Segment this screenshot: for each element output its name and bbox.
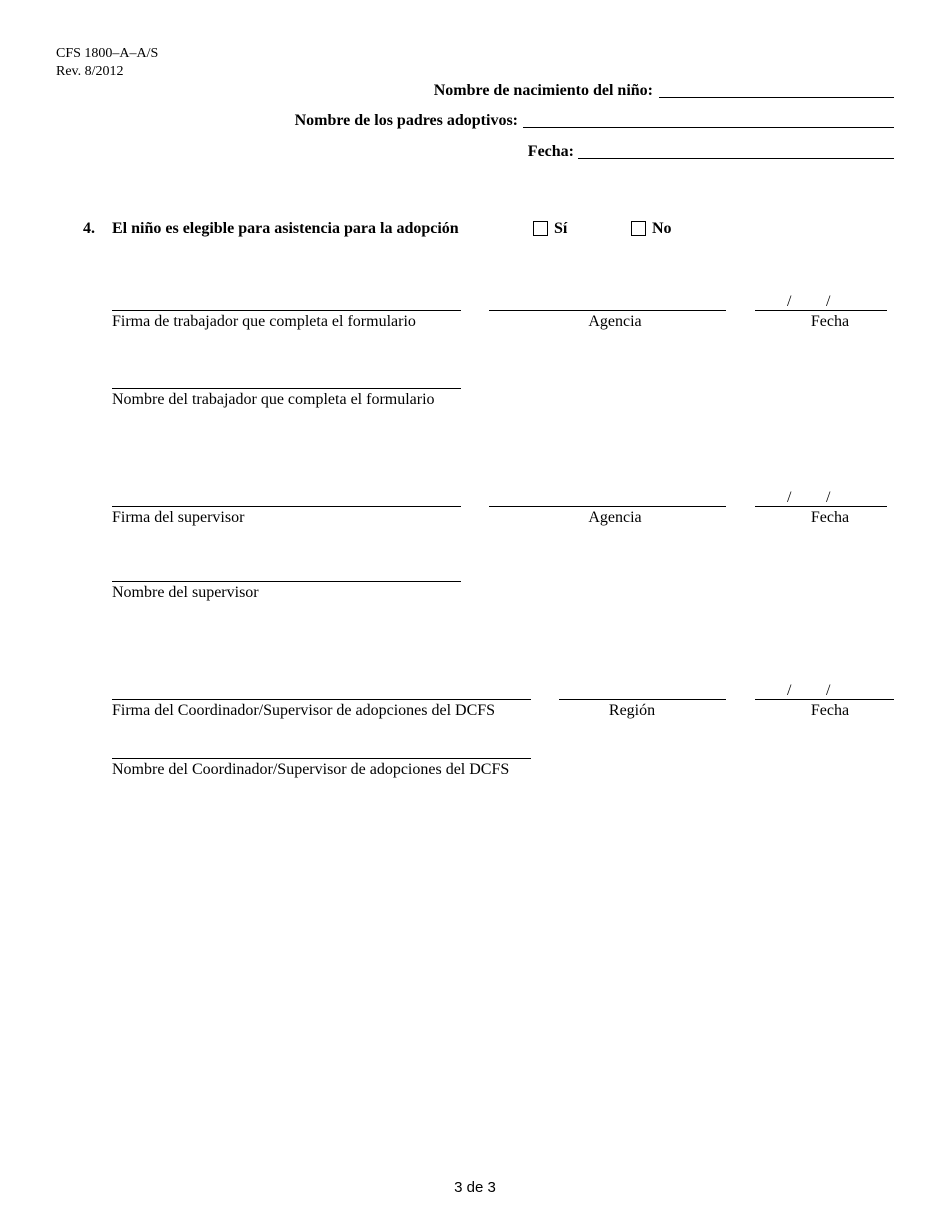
coordinator-signature-line[interactable] <box>112 699 531 700</box>
worker-agency-line[interactable] <box>489 310 726 311</box>
worker-name-line[interactable] <box>112 388 461 389</box>
coordinator-region-label: Región <box>608 702 656 719</box>
adoptive-parents-label: Nombre de los padres adoptivos: <box>294 112 518 129</box>
supervisor-name-line[interactable] <box>112 581 461 582</box>
yes-checkbox[interactable] <box>533 221 548 236</box>
worker-date-label: Fecha <box>810 313 850 330</box>
yes-label: Sí <box>554 220 568 237</box>
supervisor-date-separator-2: / <box>826 489 831 506</box>
coordinator-date-label: Fecha <box>810 702 850 719</box>
coordinator-name-label: Nombre del Coordinador/Supervisor de adopciones del DCFS <box>112 761 510 778</box>
no-checkbox[interactable] <box>631 221 646 236</box>
coordinator-signature-label: Firma del Coordinador/Supervisor de adopciones del DCFS <box>112 702 496 719</box>
supervisor-date-label: Fecha <box>810 509 850 526</box>
worker-signature-label: Firma de trabajador que completa el formulario <box>112 313 416 330</box>
supervisor-agency-line[interactable] <box>489 506 726 507</box>
birth-name-label: Nombre de nacimiento del niño: <box>433 82 653 99</box>
worker-date-separator-1: / <box>787 293 792 310</box>
coordinator-date-separator-2: / <box>826 682 831 699</box>
supervisor-signature-label: Firma del supervisor <box>112 509 245 526</box>
supervisor-signature-line[interactable] <box>112 506 461 507</box>
supervisor-date-line[interactable] <box>755 506 887 507</box>
worker-date-separator-2: / <box>826 293 831 310</box>
question-text: El niño es elegible para asistencia para la adopción <box>112 220 459 237</box>
page-number: 3 de 3 <box>454 1179 496 1196</box>
birth-name-field[interactable] <box>659 97 894 98</box>
question-number: 4. <box>83 220 95 237</box>
worker-agency-label: Agencia <box>588 313 642 330</box>
coordinator-date-separator-1: / <box>787 682 792 699</box>
form-code: CFS 1800–A–A/S <box>56 46 159 61</box>
supervisor-date-separator-1: / <box>787 489 792 506</box>
coordinator-name-line[interactable] <box>112 758 531 759</box>
worker-name-label: Nombre del trabajador que completa el formulario <box>112 391 435 408</box>
adoptive-parents-field[interactable] <box>523 127 894 128</box>
header-date-field[interactable] <box>578 158 894 159</box>
form-revision: Rev. 8/2012 <box>56 64 124 79</box>
header-date-label: Fecha: <box>527 143 574 160</box>
coordinator-date-line[interactable] <box>755 699 894 700</box>
supervisor-agency-label: Agencia <box>588 509 642 526</box>
worker-date-line[interactable] <box>755 310 887 311</box>
no-label: No <box>652 220 672 237</box>
coordinator-region-line[interactable] <box>559 699 726 700</box>
supervisor-name-label: Nombre del supervisor <box>112 584 259 601</box>
worker-signature-line[interactable] <box>112 310 461 311</box>
